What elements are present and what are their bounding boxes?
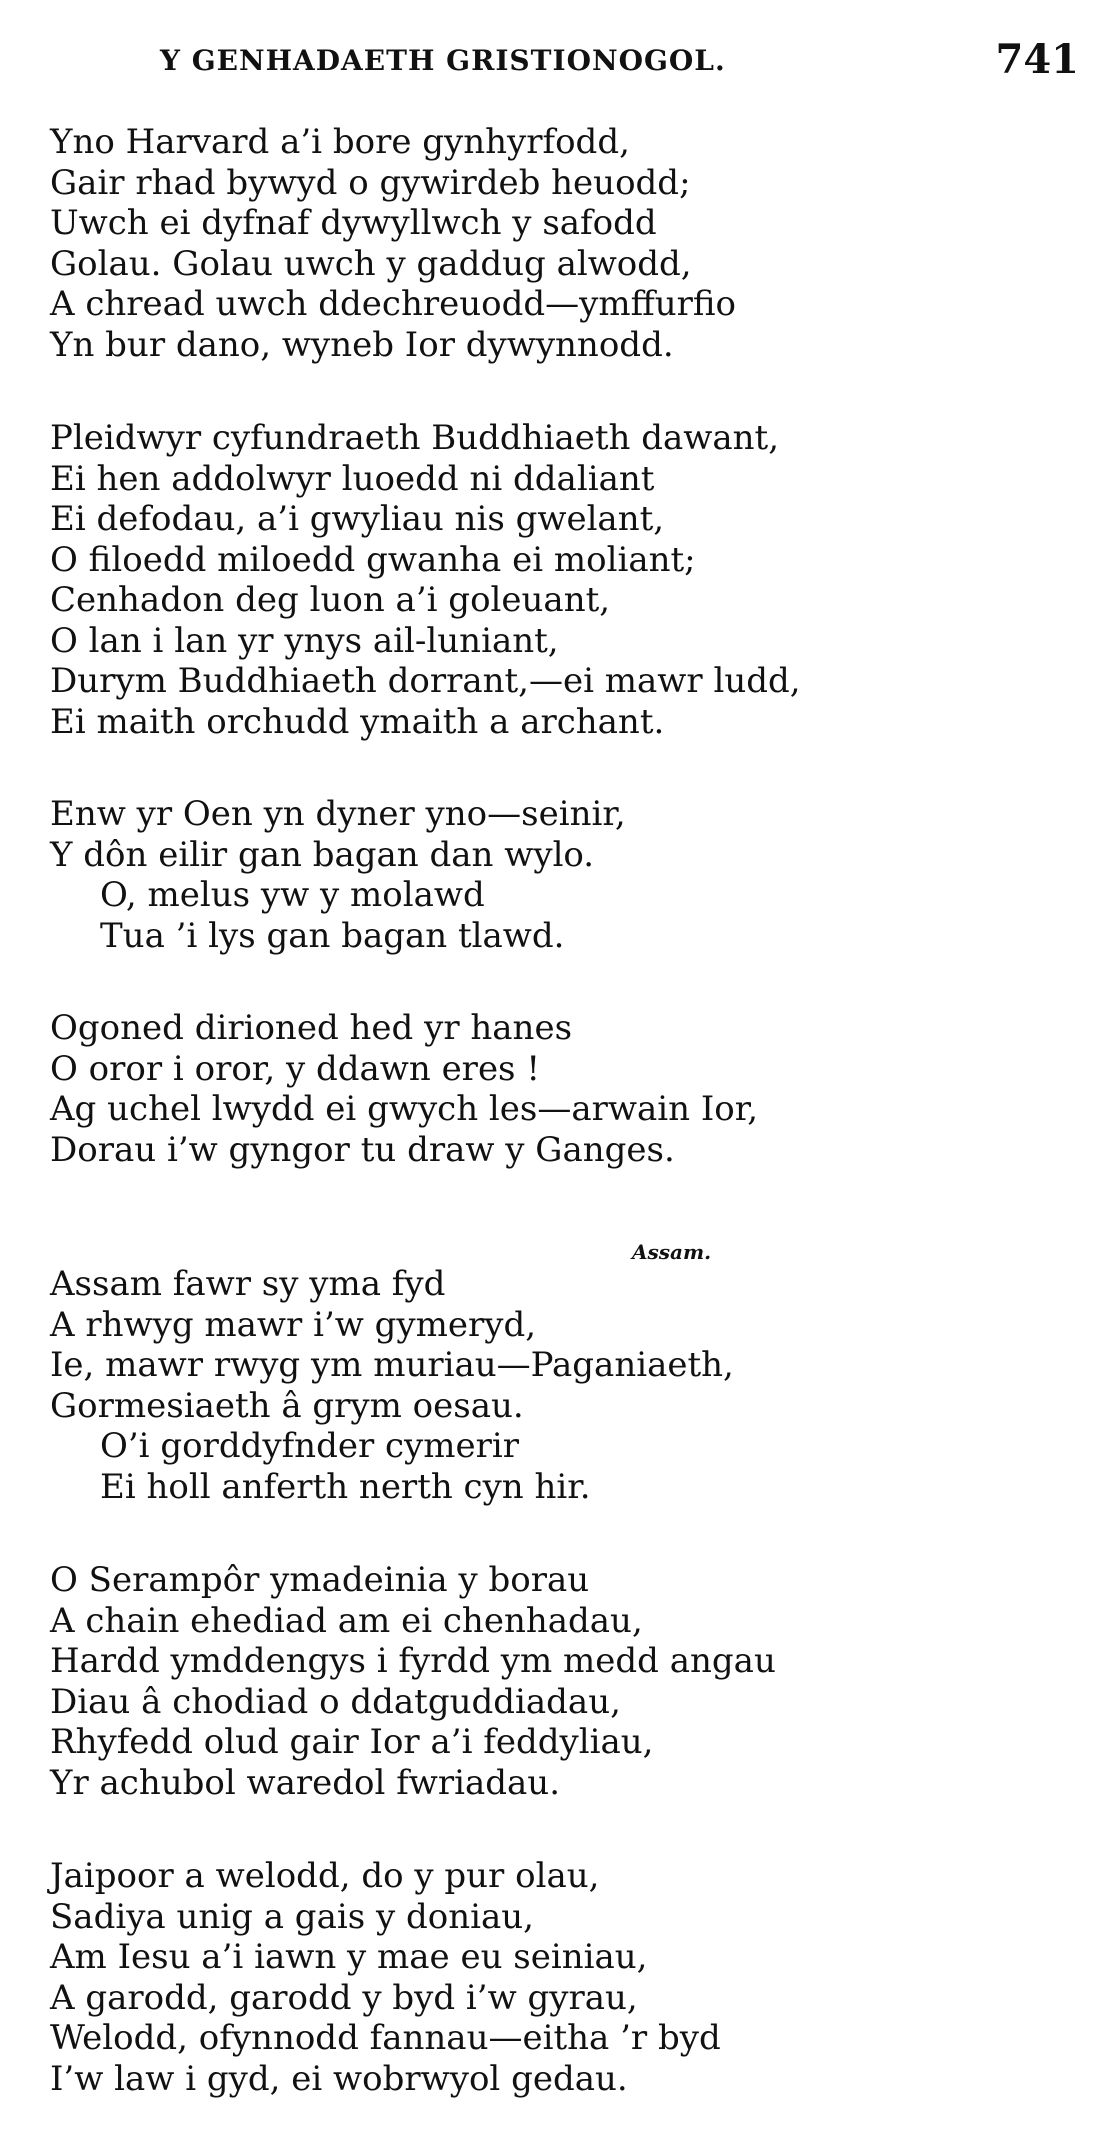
verse-line: O oror i oror, y ddawn eres ! — [50, 1048, 540, 1089]
stanza-3 — [50, 794, 1071, 956]
page-number: 741 — [995, 36, 1079, 83]
verse-line: Gormesiaeth â grym oesau. — [50, 1385, 524, 1426]
verse-line: Jaipoor a welodd, do y pur olau, — [50, 1856, 600, 1896]
verse-line: Welodd, ofynnodd fannau—eitha ’r byd — [50, 2018, 721, 2058]
verse-line: O filoedd miloedd gwanha ei moliant; — [50, 539, 696, 580]
verse-line: O’i gorddyfnder cymerir — [100, 1426, 520, 1466]
verse-line: Yr achubol waredol fwriadau. — [50, 1762, 561, 1803]
verse-line: Y dôn eilir gan bagan dan wylo. — [50, 834, 595, 875]
verse-line: Ei defodau, a’i gwyliau nis gwelant, — [50, 499, 665, 539]
stanza-4 — [50, 1008, 1071, 1170]
stanza-7 — [50, 1856, 1071, 2099]
verse-line: O lan i lan yr ynys ail-luniant, — [50, 620, 559, 661]
verse-line: A chread uwch ddechreuodd—ymffurfio — [50, 284, 737, 324]
verse-line: Yno Harvard a’i bore gynhyrfodd, — [50, 122, 630, 162]
verse-line: Golau. Golau uwch y gaddug alwodd, — [50, 243, 692, 284]
verse-line: Cenhadon deg luon a’i goleuant, — [50, 580, 611, 620]
verse-line: A chain ehediad am ei chenhadau, — [50, 1600, 643, 1641]
verse-line: Gair rhad bywyd o gywirdeb heuodd; — [50, 162, 691, 203]
verse-line: Tua ’i lys gan bagan tlawd. — [100, 915, 565, 956]
marginal-note: Assam. — [632, 1240, 712, 1264]
verse-line: A rhwyg mawr i’w gymeryd, — [50, 1304, 537, 1345]
verse-line: Ag uchel lwydd ei gwych les—arwain Ior, — [50, 1089, 759, 1129]
verse-line: Ogoned dirioned hed yr hanes — [50, 1008, 573, 1048]
stanza-2 — [50, 418, 1071, 742]
verse-line: Hardd ymddengys i fyrdd ym medd angau — [50, 1641, 776, 1681]
stanza-1 — [50, 122, 1071, 365]
verse-line: A garodd, garodd y byd i’w gyrau, — [50, 1977, 638, 2018]
verse-line: Yn bur dano, wyneb Ior dywynnodd. — [50, 324, 674, 365]
verse-line: Ei maith orchudd ymaith a archant. — [50, 701, 665, 742]
verse-line: Diau â chodiad o ddatguddiadau, — [50, 1681, 621, 1722]
verse-line: O, melus yw y molawd — [100, 875, 485, 915]
verse-line: Ei holl anferth nerth cyn hir. — [100, 1466, 591, 1507]
verse-line: Ei hen addolwyr luoedd ni ddaliant — [50, 458, 655, 499]
stanza-5 — [50, 1264, 1071, 1507]
verse-line: Pleidwyr cyfundraeth Buddhiaeth dawant, — [50, 418, 780, 458]
stanza-6 — [50, 1560, 1071, 1803]
verse-line: O Serampôr ymadeinia y borau — [50, 1560, 590, 1600]
verse-line: Sadiya unig a gais y doniau, — [50, 1896, 534, 1937]
verse-line: Am Iesu a’i iawn y mae eu seiniau, — [50, 1937, 648, 1977]
verse-line: Durym Buddhiaeth dorrant,—ei mawr ludd, — [50, 661, 801, 701]
verse-line: Assam fawr sy yma fyd — [50, 1264, 446, 1304]
verse-line: Rhyfedd olud gair Ior a’i feddyliau, — [50, 1722, 654, 1762]
running-header: Y GENHADAETH GRISTIONOGOL. — [160, 44, 726, 77]
verse-line: I’w law i gyd, ei wobrwyol gedau. — [50, 2058, 628, 2099]
verse-line: Uwch ei dyfnaf dywyllwch y safodd — [50, 203, 657, 243]
verse-line: Ie, mawr rwyg ym muriau—Paganiaeth, — [50, 1345, 734, 1385]
verse-line: Enw yr Oen yn dyner yno—seinir, — [50, 794, 626, 834]
verse-line: Dorau i’w gyngor tu draw y Ganges. — [50, 1129, 675, 1170]
